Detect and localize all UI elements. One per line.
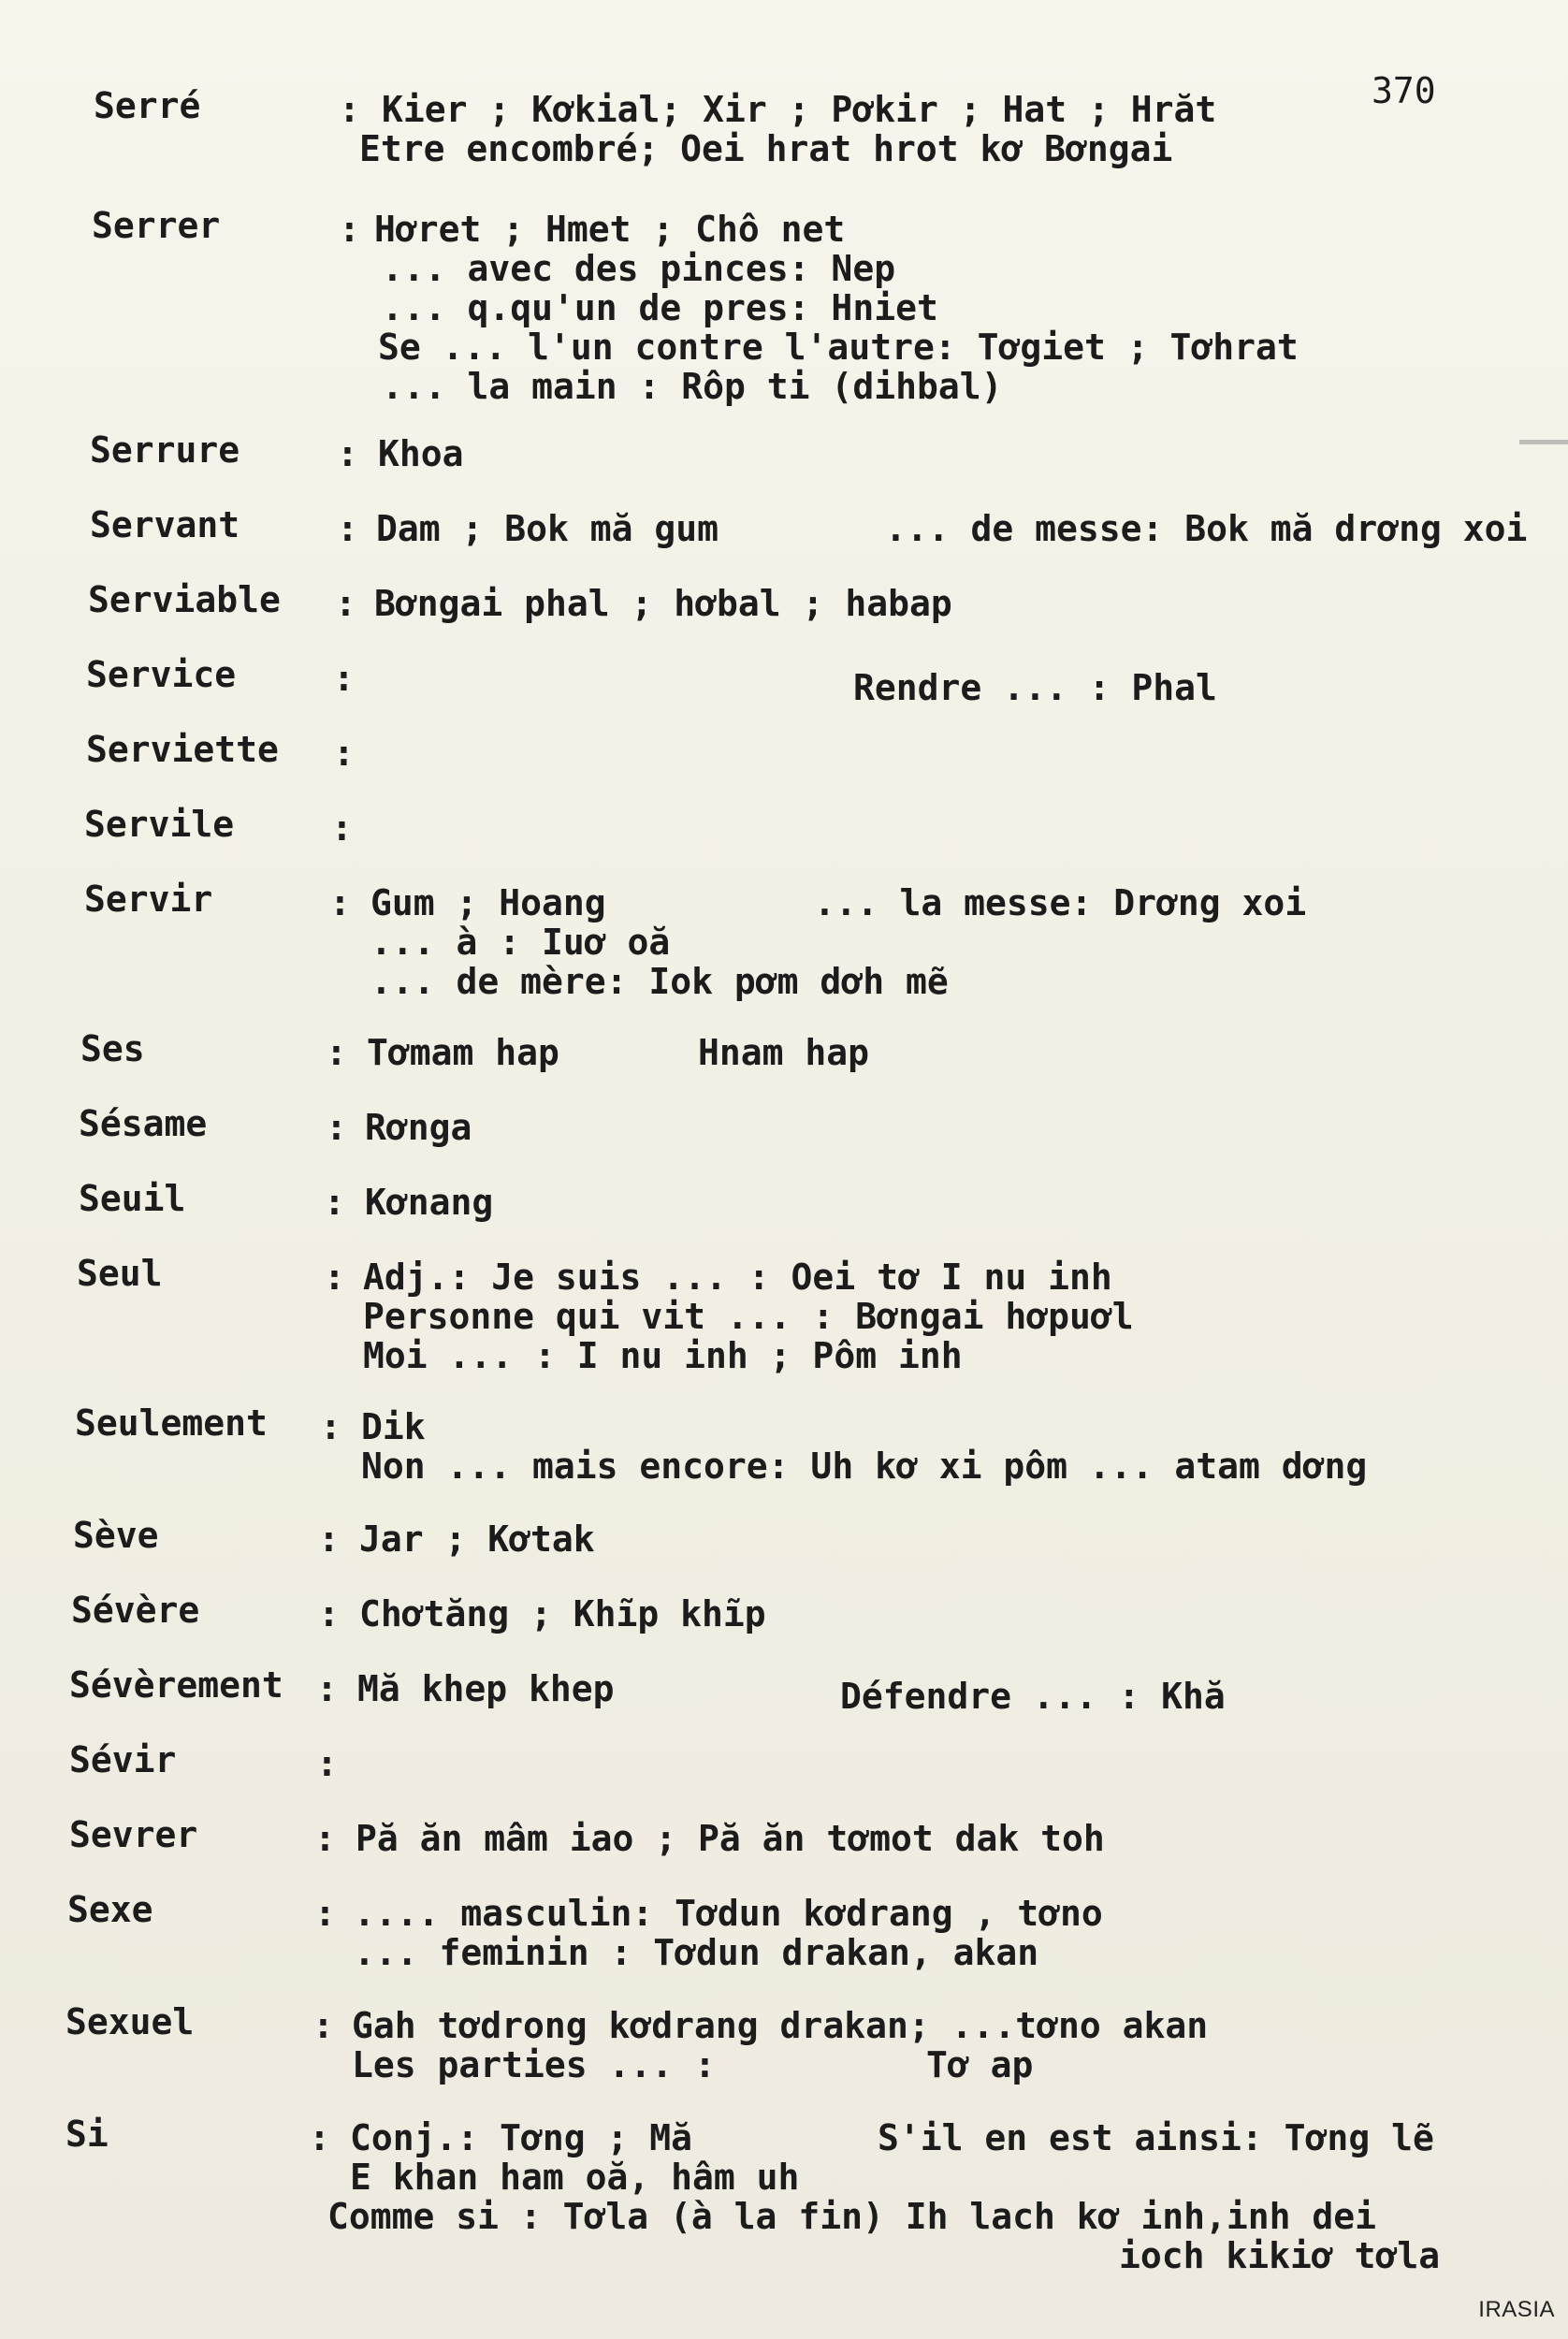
entry-definition-line: Bơngai phal ; hơbal ; habap [374, 583, 952, 624]
entry-colon: : [335, 583, 356, 624]
entry-headword: Seuil [79, 1178, 186, 1219]
entry-definition-line: ... à : Iuơ oă [370, 922, 671, 963]
entry-definition-line: S'il en est ainsi: Tơng lẽ [878, 2117, 1434, 2158]
entry-headword: Seulement [75, 1402, 268, 1444]
entry-colon: : [339, 209, 360, 250]
entry-headword: Serrer [92, 205, 221, 246]
entry-definition-line: ... la messe: Drơng xoi [814, 882, 1307, 923]
entry-headword: Sève [73, 1515, 159, 1556]
entry-definition-line: Mă khep khep [357, 1668, 615, 1709]
entry-definition-line: Rơnga [365, 1107, 472, 1148]
entry-definition-line: ... de mère: Iok pơm dơh mẽ [370, 961, 949, 1002]
entry-colon: : [337, 508, 358, 549]
entry-definition-line: Adj.: Je suis ... : Oei tơ I nu inh [363, 1257, 1112, 1298]
entry-definition-line: E khan ham oă, hâm uh [350, 2157, 800, 2198]
entry-colon: : [320, 1406, 341, 1447]
entry-colon: : [316, 1668, 338, 1709]
entry-definition-line: ... la main : Rôp ti (dihbal) [382, 366, 1003, 407]
entry-definition-line: ioch kikiơ tơla [1119, 2235, 1441, 2276]
entry-definition-line: Jar ; Kơtak [359, 1518, 595, 1560]
entry-headword: Ses [80, 1028, 145, 1069]
entry-headword: Service [86, 654, 237, 695]
entry-headword: Serrure [90, 429, 240, 471]
entry-definition-line: Moi ... : I nu inh ; Pôm inh [363, 1335, 963, 1376]
entry-definition-line: ... avec des pinces: Nep [382, 248, 896, 289]
entry-definition-line: Comme si : Tơla (à la fin) Ih lach kơ inh,inh dei [327, 2196, 1377, 2237]
entry-definition-line: Chơtăng ; Khĩp khĩp [359, 1593, 766, 1634]
entry-headword: Servile [84, 804, 235, 845]
entry-colon: : [329, 882, 351, 923]
entry-colon: : [318, 1593, 340, 1634]
entry-headword: Serré [94, 85, 201, 126]
entry-definition-line: Tơ ap [926, 2044, 1034, 2085]
entry-headword: Servant [90, 504, 240, 545]
entry-colon: : [333, 733, 355, 774]
entry-definition-line: Dam ; Bok mă gum [376, 508, 719, 549]
watermark: IRASIA [1478, 2297, 1555, 2322]
page-number: 370 [1372, 70, 1436, 111]
entry-definition-line: Conj.: Tơng ; Mă [350, 2117, 693, 2158]
entry-headword: Sevrer [69, 1814, 198, 1855]
entry-headword: Sésame [79, 1103, 208, 1144]
entry-colon: : [316, 1743, 338, 1784]
entry-colon: : [337, 433, 358, 474]
entry-colon: : [331, 807, 353, 849]
entry-definition-line: Défendre ... : Khă [840, 1676, 1226, 1717]
entry-headword: Servir [84, 879, 213, 920]
entry-colon: : [314, 1893, 336, 1934]
entry-headword: Sévèrement [69, 1664, 283, 1706]
entry-definition-line: Se ... l'un contre l'autre: Tơgiet ; Tơhrat [378, 327, 1299, 368]
entry-definition-line: ... q.qu'un de pres: Hniet [382, 287, 938, 328]
entry-headword: Si [65, 2114, 109, 2155]
entry-definition-line: Etre encombré; Oei hrat hrot kơ Bơngai [359, 128, 1173, 169]
entry-colon: : [326, 1107, 347, 1148]
entry-headword: Serviable [88, 579, 281, 620]
entry-definition-line: Pă ăn mâm iao ; Pă ăn tơmot dak toh [356, 1818, 1105, 1859]
entry-colon: : [339, 89, 360, 130]
entry-colon: : [324, 1182, 345, 1223]
entry-definition-line: Hnam hap [698, 1032, 870, 1073]
entry-definition-line: Tơmam hap [367, 1032, 559, 1073]
entry-headword: Serviette [86, 729, 279, 770]
entry-definition-line: Khoa [378, 433, 464, 474]
entry-colon: : [312, 2005, 334, 2046]
entry-definition-line: ... feminin : Tơdun drakan, akan [354, 1932, 1039, 1973]
entry-headword: Seul [77, 1253, 163, 1294]
entry-definition-line: .... masculin: Tơdun kơdrang , tơno [354, 1893, 1103, 1934]
entry-headword: Sexe [67, 1889, 153, 1930]
entry-definition-line: Kơnang [365, 1182, 494, 1223]
entry-colon: : [324, 1257, 345, 1298]
entry-headword: Sévir [69, 1739, 177, 1780]
entry-definition-line: Dik [361, 1406, 426, 1447]
entry-colon: : [309, 2117, 330, 2158]
entry-colon: : [333, 658, 355, 699]
entry-colon: : [326, 1032, 347, 1073]
entry-definition-line: Rendre ... : Phal [853, 667, 1217, 708]
entry-definition-line: Gah tơdrong kơdrang drakan; ...tơno akan [352, 2005, 1209, 2046]
entry-definition-line: Les parties ... : [352, 2044, 716, 2085]
entry-headword: Sexuel [65, 2001, 195, 2042]
entry-colon: : [314, 1818, 336, 1859]
entry-definition-line: ... de messe: Bok mă drơng xoi [885, 508, 1528, 549]
edge-mark [1519, 440, 1568, 444]
entry-definition-line: Hơret ; Hmet ; Chô net [374, 209, 846, 250]
entry-headword: Sévère [71, 1590, 200, 1631]
entry-definition-line: Kier ; Kơkial; Xir ; Pơkir ; Hat ; Hrăt [382, 89, 1217, 130]
entry-colon: : [318, 1518, 340, 1560]
entry-definition-line: Gum ; Hoang [370, 882, 606, 923]
entry-definition-line: Personne qui vit ... : Bơngai hơpuơl [363, 1296, 1134, 1337]
entry-definition-line: Non ... mais encore: Uh kơ xi pôm ... atam dơng [361, 1446, 1368, 1487]
